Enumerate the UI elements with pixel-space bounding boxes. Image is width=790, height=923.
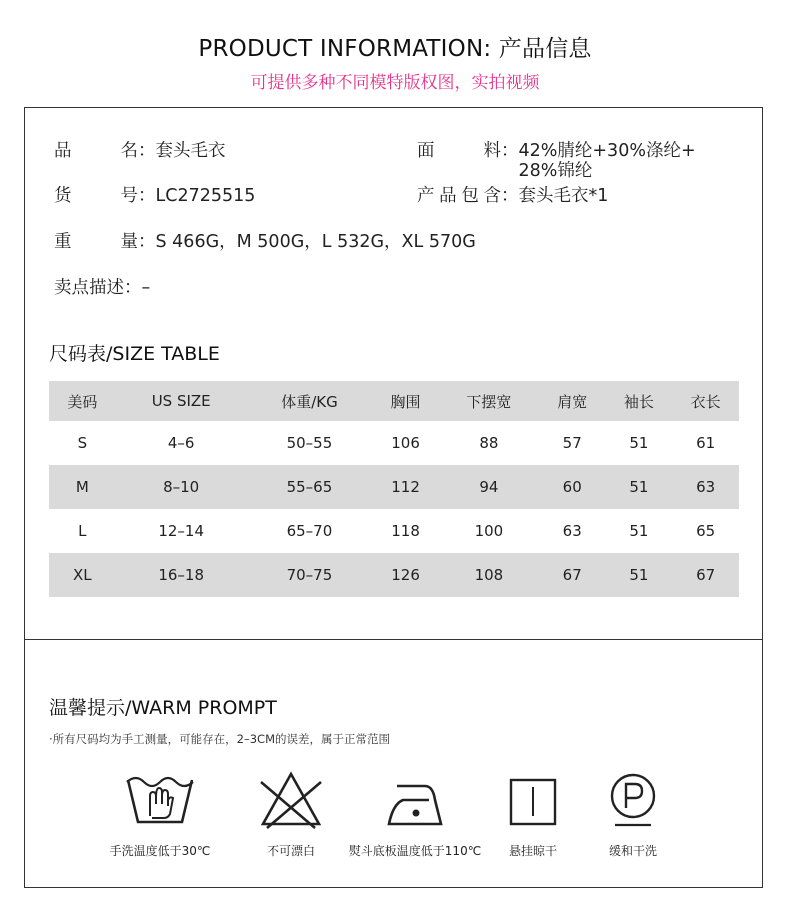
size-table-header xyxy=(49,381,739,421)
table-cell: 88 xyxy=(479,434,499,452)
table-cell: 106 xyxy=(391,434,420,452)
table-cell: 63 xyxy=(562,522,582,540)
info-code-value: LC2725515 xyxy=(155,186,256,206)
info-name: 品名：套头毛衣 xyxy=(54,141,226,161)
table-cell: 118 xyxy=(391,522,420,540)
page-title: PRODUCT INFORMATION: 产品信息 xyxy=(198,36,592,62)
table-cell: 61 xyxy=(696,434,716,452)
info-selling-points: 卖点描述：– xyxy=(54,278,151,298)
table-cell: 65–70 xyxy=(286,522,333,540)
info-code: 货号：LC2725515 xyxy=(54,186,256,206)
info-includes-label: 产品包含 xyxy=(417,186,501,206)
dry-clean-p-icon xyxy=(597,770,669,834)
table-cell: 67 xyxy=(672,553,739,597)
table-cell: 4–6 xyxy=(167,434,195,452)
info-name-label: 品名 xyxy=(54,141,138,161)
hand-wash-icon xyxy=(124,770,196,834)
size-table-title: 尺码表/SIZE TABLE xyxy=(49,343,220,365)
header-cell: 袖长 xyxy=(606,381,673,421)
info-weight: 重量：S 466G，M 500G，L 532G，XL 570G xyxy=(54,232,476,252)
care-label: 缓和干洗 xyxy=(608,844,657,858)
care-hand-wash xyxy=(85,770,235,858)
table-cell: L xyxy=(78,522,87,540)
header-cell: 胸围 xyxy=(372,381,439,421)
table-cell: 55–65 xyxy=(247,465,373,509)
info-fabric-label: 面料 xyxy=(417,141,501,161)
table-cell: 51 xyxy=(606,553,673,597)
table-cell: 8–10 xyxy=(116,465,247,509)
header-cell: 美码 xyxy=(49,381,116,421)
info-fabric: 面料： 42%腈纶+30%涤纶+ 28%锦纶 xyxy=(417,141,696,181)
table-cell: 50–55 xyxy=(286,434,333,452)
table-cell: 16–18 xyxy=(116,553,247,597)
care-label: 不可漂白 xyxy=(266,844,315,858)
warm-prompt-title: 温馨提示/WARM PROMPT xyxy=(49,697,277,719)
table-cell: 108 xyxy=(439,553,539,597)
info-name-value: 套头毛衣 xyxy=(155,141,226,161)
info-code-label: 货号 xyxy=(54,186,138,206)
info-weight-label: 重量 xyxy=(54,232,138,252)
header-cell: 肩宽 xyxy=(539,381,606,421)
table-cell: 51 xyxy=(629,434,649,452)
info-selling-label: 卖点描述 xyxy=(54,278,124,298)
table-row xyxy=(49,509,739,553)
table-row xyxy=(49,553,739,597)
care-dry-clean xyxy=(558,770,708,858)
header-cell: 下摆宽 xyxy=(439,381,539,421)
info-fabric-value: 42%腈纶+30%涤纶+ 28%锦纶 xyxy=(518,141,696,181)
iron-low-icon xyxy=(379,770,451,834)
no-bleach-icon xyxy=(255,770,327,834)
care-label: 手洗温度低于30℃ xyxy=(109,844,211,858)
care-label: 熨斗底板温度低于110℃ xyxy=(348,844,482,858)
table-row xyxy=(49,421,739,465)
info-includes-value: 套头毛衣*1 xyxy=(518,186,609,206)
header-cell: 体重/KG xyxy=(247,381,373,421)
table-cell: 100 xyxy=(474,522,504,540)
table-cell: 57 xyxy=(562,434,582,452)
table-cell: 51 xyxy=(606,465,673,509)
table-cell: 65 xyxy=(696,522,716,540)
table-cell: 67 xyxy=(539,553,606,597)
table-cell: XL xyxy=(49,553,116,597)
table-cell: 12–14 xyxy=(158,522,205,540)
care-label: 悬挂晾干 xyxy=(508,844,557,858)
header-cell: 衣长 xyxy=(672,381,739,421)
table-row xyxy=(49,465,739,509)
size-table xyxy=(49,381,739,597)
table-cell: 70–75 xyxy=(247,553,373,597)
table-cell: 60 xyxy=(539,465,606,509)
table-cell: 126 xyxy=(372,553,439,597)
info-includes: 产品包含：套头毛衣*1 xyxy=(417,186,609,206)
info-weight-value: S 466G，M 500G，L 532G，XL 570G xyxy=(155,232,476,252)
info-selling-value: – xyxy=(141,278,151,298)
table-cell: 94 xyxy=(439,465,539,509)
table-cell: 63 xyxy=(672,465,739,509)
table-cell: M xyxy=(49,465,116,509)
header-cell: US SIZE xyxy=(116,381,247,421)
table-cell: 51 xyxy=(629,522,649,540)
table-cell: 112 xyxy=(372,465,439,509)
table-cell: S xyxy=(77,434,88,452)
measurement-note: ·所有尺码均为手工测量，可能存在，2–3CM的误差，属于正常范围 xyxy=(49,732,390,746)
page-subtitle: 可提供多种不同模特版权图，实拍视频 xyxy=(250,73,540,93)
